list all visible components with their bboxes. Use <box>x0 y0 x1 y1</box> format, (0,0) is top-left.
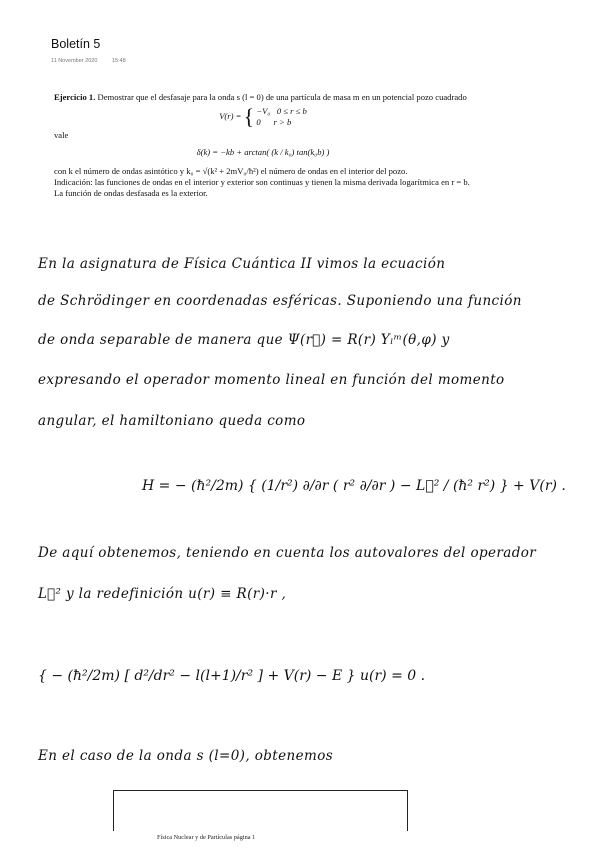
page-time: 15:48 <box>111 58 126 64</box>
problem-text: Demostrar que el desfasaje para la onda s (l = 0) de una partícula de masa m en un potencial pozo cuadrado <box>97 92 467 102</box>
brace-glyph: { <box>243 104 255 129</box>
note-line-7: L⃗² y la redefinición u(r) ≡ R(r)·r , <box>38 586 287 602</box>
problem-statement <box>54 92 472 199</box>
wavenumber-text: con k el número de ondas asintótico y k₀ = √(k² + 2mV₀/ħ²) el número de ondas en el interior del pozo. <box>54 166 408 176</box>
note-line-6: De aquí obtenemos, teniendo en cuenta los autovalores del operador <box>38 545 537 561</box>
page-title: Boletín 5 <box>51 37 101 51</box>
case2-value: 0 <box>256 117 261 127</box>
page-date: 11 November 2020 <box>51 58 98 64</box>
potential-lhs: V(r) = <box>219 110 242 121</box>
problem-label: Ejercicio 1. <box>54 92 96 102</box>
note-line-2: de Schrödinger en coordenadas esféricas. Suponiendo una función <box>38 293 522 309</box>
hint-text: Indicación: las funciones de ondas en el interior y exterior son continuas y tienen la misma derivada logarítmica en r = b. La función de ondas desfasada es la exterior. <box>54 177 470 198</box>
page-footer: Física Nuclear y de Partículas página 1 <box>157 834 256 841</box>
note-line-4: expresando el operador momento lineal en función del momento <box>38 372 505 388</box>
problem-intro <box>54 92 472 103</box>
potential-equation <box>54 106 472 128</box>
potential-cases <box>256 106 306 128</box>
case1-cond: 0 ≤ r ≤ b <box>276 106 307 116</box>
vale-text: vale <box>54 130 69 140</box>
boxed-equation-frame <box>113 790 408 831</box>
radial-equation: { − (ħ²/2m) [ d²/dr² − l(l+1)/r² ] + V(r) − E } u(r) = 0 . <box>38 668 426 684</box>
note-line-1: En la asignatura de Física Cuántica II vimos la ecuación <box>38 256 446 272</box>
note-line-8: En el caso de la onda s (l=0), obtenemos <box>38 748 334 764</box>
phase-shift-equation: δ(k) = −kb + arctan( (k / k₀) tan(k₀b) ) <box>196 147 330 157</box>
hamiltonian-equation: H = − (ħ²/2m) { (1/r²) ∂/∂r ( r² ∂/∂r ) − L⃗² / (ħ² r²) } + V(r) . <box>142 478 566 494</box>
page-meta <box>51 58 139 64</box>
case1-value: −V₀ <box>256 106 271 116</box>
case2-cond: r > b <box>273 117 292 127</box>
note-line-3: de onda separable de manera que Ψ(r⃗) = R(r) Yₗᵐ(θ,φ) y <box>38 332 450 348</box>
note-line-5: angular, el hamiltoniano queda como <box>38 413 306 429</box>
